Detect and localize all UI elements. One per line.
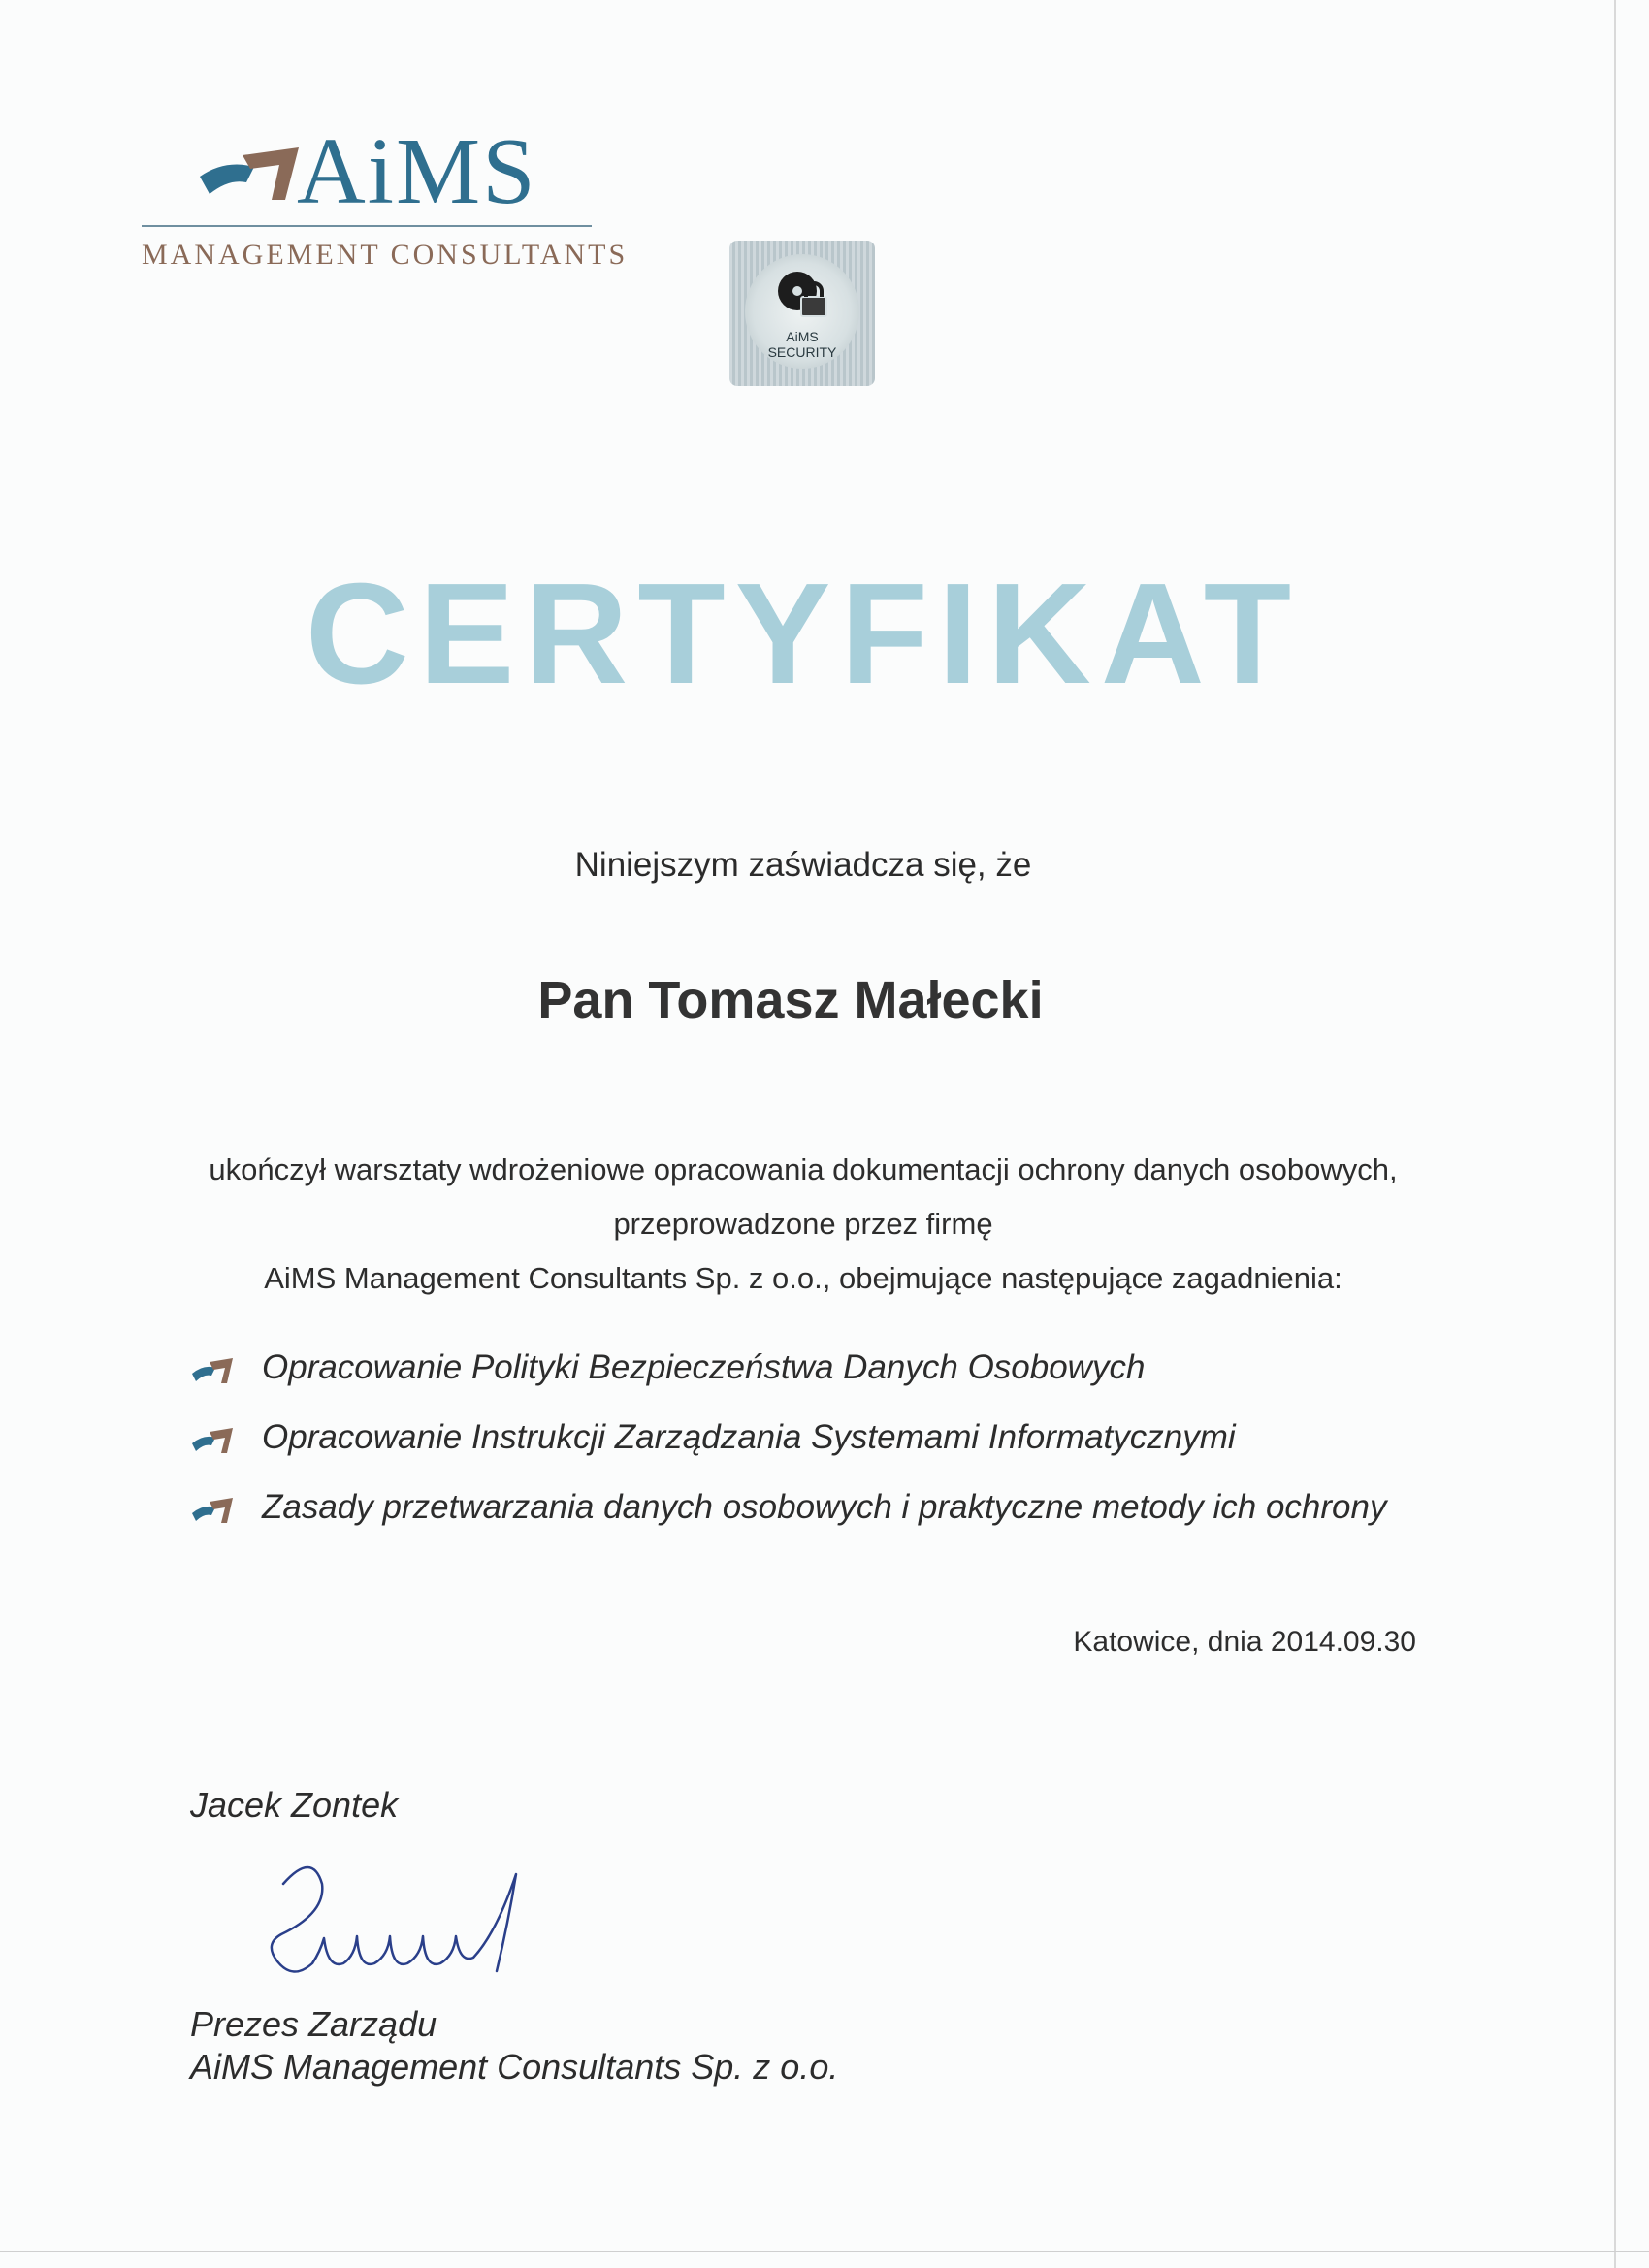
logo-mark-icon [196,138,303,206]
topic-text: Zasady przetwarzania danych osobowych i praktyczne metody ich ochrony [262,1488,1387,1526]
topic-item [190,1488,1451,1558]
place-date: Katowice, dnia 2014.09.30 [1073,1626,1416,1658]
signer-name: Jacek Zontek [190,1785,399,1825]
logo-name: AiMS [297,119,537,224]
recipient-name: Pan Tomasz Małecki [537,971,1044,1029]
lock-disc-icon [776,268,830,322]
security-hologram [729,241,875,386]
signer-role: Prezes Zarządu [190,2004,437,2044]
topic-text: Opracowanie Instrukcji Zarządzania Systemami Informatycznymi [262,1418,1236,1456]
certificate-title: CERTYFIKAT [305,554,1302,714]
hologram-line1: AiMS [786,329,819,344]
body-line-3: AiMS Management Consultants Sp. z o.o., obejmujące następujące zagadnienia: [264,1261,1342,1295]
intro-text: Niniejszym zaświadcza się, że [574,846,1032,884]
logo-divider [142,225,592,227]
page-edge-bottom [0,2251,1649,2252]
logo-subtitle: MANAGEMENT CONSULTANTS [142,239,629,271]
handwritten-signature [254,1855,603,1991]
bullet-logo-icon [190,1354,235,1385]
topic-item [190,1418,1451,1488]
signer-company: AiMS Management Consultants Sp. z o.o. [190,2047,839,2087]
bullet-logo-icon [190,1494,235,1525]
company-logo [142,119,629,271]
body-line-2: przeprowadzone przez firmę [613,1207,993,1241]
hologram-line2: SECURITY [767,344,837,360]
bullet-logo-icon [190,1424,235,1455]
topic-text: Opracowanie Polityki Bezpieczeństwa Danych Osobowych [262,1348,1146,1386]
body-line-1: ukończył warsztaty wdrożeniowe opracowania dokumentacji ochrony danych osobowych, [209,1152,1398,1186]
page-edge-right [1614,0,1616,2268]
topic-item [190,1348,1451,1418]
topic-list [190,1348,1451,1558]
